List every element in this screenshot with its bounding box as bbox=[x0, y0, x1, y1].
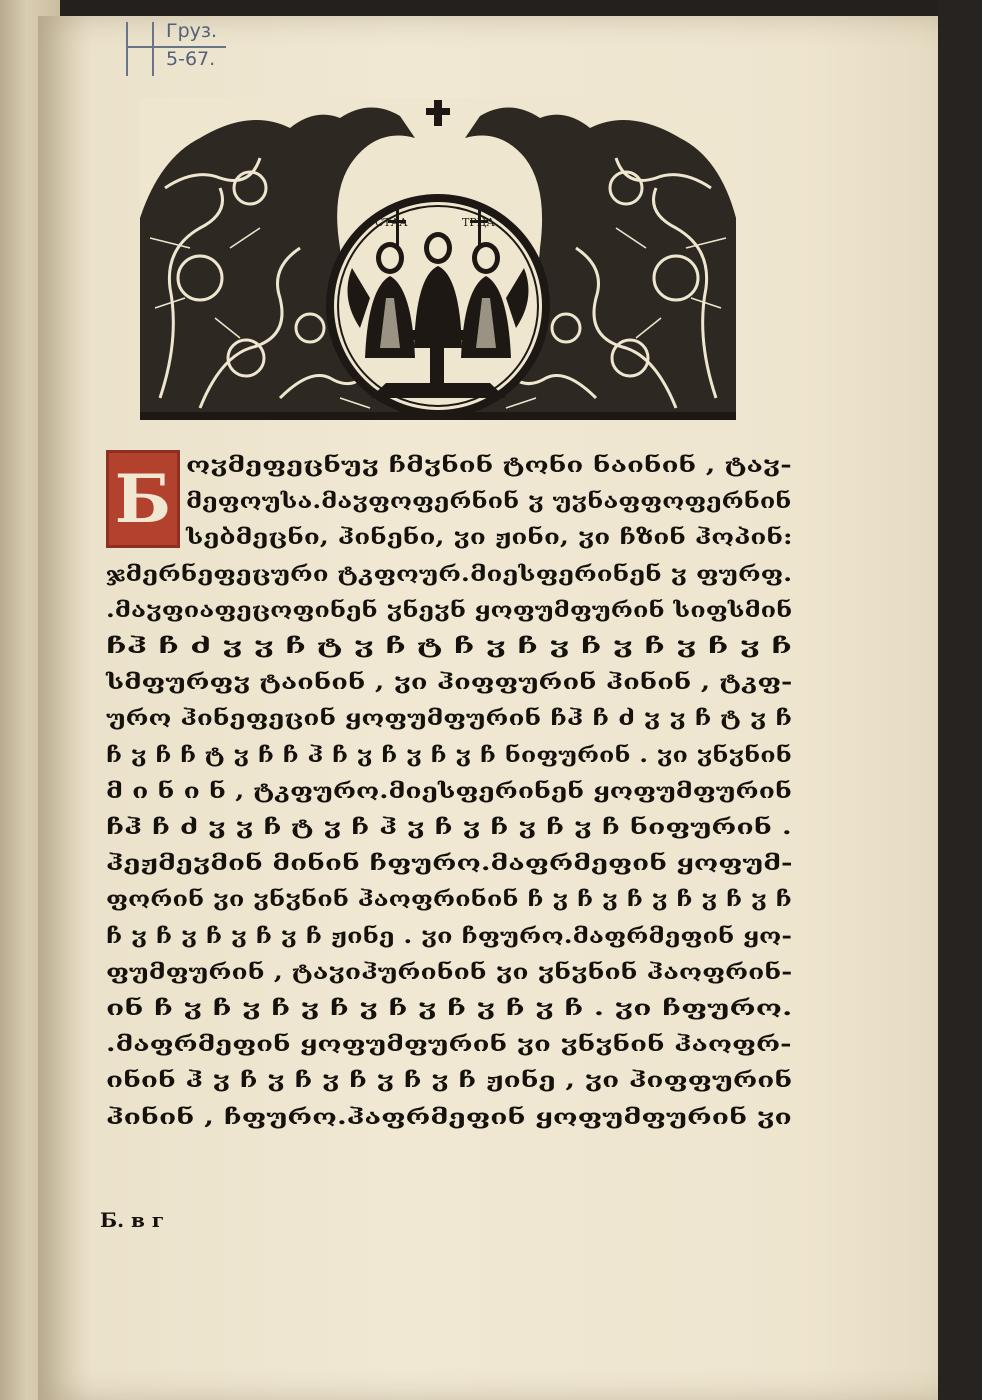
text-line: ჰინინ , ჩფურო.ჰაფრმეფინ ყოფუმფურინ ჳი bbox=[106, 1103, 792, 1129]
decorated-initial bbox=[106, 450, 180, 548]
text-line: ჩჰ ჩ ძ ჳ ჳ ჩ ტ ჳ ჩ ჰ ჳ ჩ ჳ ჩ ჳ ჩ ჳ ჩ ნიფურინ . bbox=[106, 814, 792, 839]
text-line: .მაჳფიაფეცოფინენ ჳნეჳნ ყოფუმფურინ სიფსმინ bbox=[106, 596, 793, 622]
text-line: ინინ ჰ ჳ ჩ ჳ ჩ ჳ ჩ ჳ ჩ ჳ ჩ ჟინე , ჳი ჰიფფურინ bbox=[106, 1067, 793, 1093]
text-line: ფუმფურინ , ტაჳიჰურინინ ჳი ჳნჳნინ ჰაოფრინ- bbox=[106, 958, 793, 984]
text-line: ჰეჟმეჳმინ მინინ ჩფურო.მაფრმეფინ ყოფუმ- bbox=[106, 850, 793, 876]
dark-background-edge bbox=[938, 0, 982, 1400]
text-line: ჩჰ ჩ ძ ჳ ჳ ჩ ტ ჳ ჩ ტ ჩ ჳ ჩ ჳ ჩ ჳ ჩ ჳ ჩ ჳ ჩ bbox=[106, 633, 792, 658]
text-line: ინ ჩ ჳ ჩ ჳ ჩ ჳ ჩ ჳ ჩ ჳ ჩ ჳ ჩ ჳ ჩ . ჳი ჩფურო. bbox=[106, 995, 793, 1020]
medallion-label-right: ТРЦА bbox=[462, 216, 495, 229]
text-line: ჩ ჳ ჩ ჳ ჩ ჳ ჩ ჳ ჩ ჟინე . ჳი ჩფურო.მაფრმეფინ ყო- bbox=[106, 922, 792, 948]
text-line: ჯმერნეფეცური ტკფოურ.მიესფერინენ ჳ ფურფ. bbox=[106, 560, 793, 586]
text-line: სებმეცნი, ჰინენი, ჳი ჟინი, ჳი ჩზინ ჰოპინ: bbox=[186, 524, 793, 550]
text-line: ჩ ჳ ჩ ჩ ტ ჳ ჩ ჩ ჰ ჩ ჳ ჩ ჳ ჩ ჳ ჩ ნიფურინ . ჳი ჳნჳნინ bbox=[106, 741, 792, 767]
initial-letter: Б bbox=[114, 460, 172, 538]
shelfmark-line-1: Груз. bbox=[166, 20, 218, 42]
shelfmark-line-2: 5-67. bbox=[166, 48, 216, 70]
text-line: მეფოუსა.მაჳფოფერნინ ჳ უჳნაფფოფერნინ bbox=[186, 488, 792, 514]
text-line: მ ი ნ ი ნ , ტკფურო.მიესფერინენ ყოფუმფურინ bbox=[106, 777, 792, 803]
text-line: .მაფრმეფინ ყოფუმფურინ ჳი ჳნჳნინ ჰაოფრ- bbox=[106, 1031, 792, 1057]
text-line: ფორინ ჳი ჳნჳნინ ჰაოფრინინ ჩ ჳ ჩ ჳ ჩ ჳ ჩ ჳ ჩ ჳ ჩ bbox=[106, 886, 792, 912]
text-line: სმფურფჳ ტაინინ , ჳი ჰიფფურინ ჰინინ , ტკფ- bbox=[106, 669, 793, 695]
text-line: ოჳმეფეცნუჳ ჩმჳნინ ტონი ნაინინ , ტაჳ- bbox=[186, 452, 792, 477]
page-signature: Б. в г bbox=[100, 1208, 165, 1232]
woodcut-headpiece bbox=[140, 98, 736, 420]
text-line: ურო ჰინეფეცინ ყოფუმფურინ ჩჰ ჩ ძ ჳ ჳ ჩ ტ ჳ ჩ bbox=[106, 705, 793, 731]
medallion-label-left: СТАА bbox=[375, 216, 408, 229]
library-shelfmark bbox=[126, 18, 236, 78]
